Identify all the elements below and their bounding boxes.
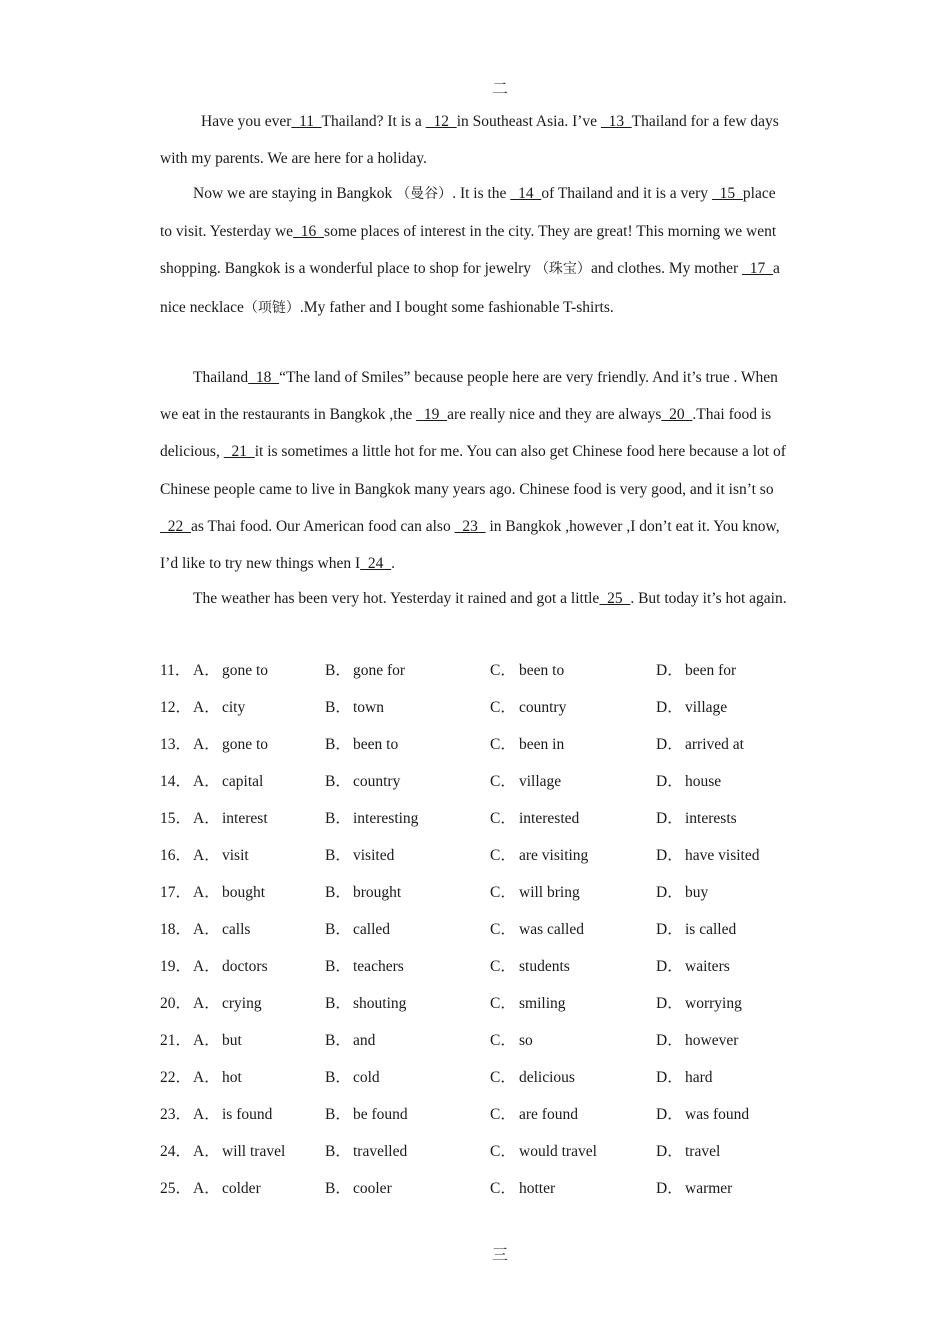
blank-21[interactable]: 21 [223, 443, 255, 461]
option-c[interactable]: been in [519, 736, 565, 753]
option-c[interactable]: delicious [519, 1069, 575, 1086]
option-c[interactable]: so [519, 1032, 533, 1049]
option-c[interactable]: was called [519, 921, 584, 938]
option-b[interactable]: cooler [353, 1180, 392, 1197]
option-b[interactable]: and [353, 1032, 376, 1049]
option-d[interactable]: warmer [685, 1180, 733, 1197]
option-d[interactable]: waiters [685, 958, 730, 975]
passage-paragraph-1: Have you ever 11 Thailand? It is a 12 in Southeast Asia. I’ve 13 Thailand for a few days with my parents. We are here for a holiday. [160, 113, 779, 168]
option-a[interactable]: calls [222, 921, 251, 938]
blank-18[interactable]: 18 [248, 369, 280, 386]
option-d[interactable]: worrying [685, 995, 742, 1012]
option-b[interactable]: been to [353, 736, 399, 753]
option-a[interactable]: crying [222, 995, 262, 1012]
option-d[interactable]: travel [685, 1143, 721, 1160]
blank-20[interactable]: 20 [661, 406, 693, 424]
question-number: 23． [160, 1106, 192, 1123]
question-number: 22． [160, 1069, 192, 1086]
option-c[interactable]: are found [519, 1106, 578, 1123]
blank-24[interactable]: 24 [360, 555, 392, 573]
option-b[interactable]: country [353, 773, 401, 790]
option-d[interactable]: been for [685, 662, 737, 679]
option-b[interactable]: travelled [353, 1143, 408, 1160]
option-c[interactable]: hotter [519, 1180, 556, 1197]
option-a[interactable]: capital [222, 773, 264, 790]
option-c[interactable]: are visiting [519, 847, 589, 864]
option-a[interactable]: city [222, 699, 246, 716]
option-a[interactable]: but [222, 1032, 242, 1049]
option-b[interactable]: shouting [353, 995, 407, 1012]
option-b[interactable]: cold [353, 1069, 380, 1086]
passage-paragraph-4: The weather has been very hot. Yesterday it rained and got a little 25 . But today it’s hot again. [193, 590, 787, 607]
option-c[interactable]: interested [519, 810, 580, 827]
question-number: 14． [160, 773, 192, 790]
passage-paragraph-3: Thailand 18 “The land of Smiles” because people here are very friendly. And it’s true . When we eat in the restaurants in Bangkok ,the 19 are really nice and they are always 20 .Thai food is delicious, 21 it is sometimes a little hot for me. You can also get Chinese food here because a lot of Chinese people came to live in Bangkok many years ago. Chinese food is very good, and it isn’t so 22 as Thai food. Our American food can also 23 in Bangkok ,however ,I don’t eat it. You know, I’d like to try new things when I 24 . [160, 369, 786, 573]
blank-17[interactable]: 17 [742, 260, 774, 278]
question-number: 17． [160, 884, 192, 901]
blank-14[interactable]: 14 [510, 185, 542, 202]
blank-12[interactable]: 12 [425, 113, 457, 130]
option-b[interactable]: interesting [353, 810, 419, 827]
option-a[interactable]: interest [222, 810, 268, 827]
section-number-bottom: 三 [491, 1247, 508, 1264]
blank-19[interactable]: 19 [416, 406, 448, 424]
question-number: 16． [160, 847, 192, 864]
question-number: 11． [160, 662, 191, 679]
option-b[interactable]: town [353, 699, 384, 716]
option-a[interactable]: will travel [222, 1143, 286, 1160]
option-c[interactable]: been to [519, 662, 565, 679]
passage-paragraph-2: Now we are staying in Bangkok （曼谷）. It is the 14 of Thailand and it is a very 15 place to visit. Yesterday we 16 some places of interest in the city. They are great! This morning we went shopping. Bangkok is a wonderful place to shop for jewelry （珠宝）and clothes. My mother 17 a nice necklace（项链）.My father and I bought some fashionable T-shirts. [160, 185, 780, 316]
blank-16[interactable]: 16 [293, 223, 325, 241]
option-d[interactable]: is called [685, 921, 737, 938]
option-a[interactable]: bought [222, 884, 266, 901]
blank-22[interactable]: 22 [160, 517, 191, 535]
option-a[interactable]: visit [222, 847, 249, 864]
question-number: 15． [160, 810, 192, 827]
option-c[interactable]: smiling [519, 995, 566, 1012]
question-number: 18． [160, 921, 192, 938]
question-number: 21． [160, 1032, 192, 1049]
question-number: 13． [160, 736, 192, 753]
question-number: 20． [160, 995, 192, 1012]
option-a[interactable]: hot [222, 1069, 242, 1086]
option-a[interactable]: gone to [222, 736, 269, 753]
section-number-top: 二 [491, 81, 508, 98]
option-d[interactable]: buy [685, 884, 709, 901]
option-c[interactable]: will bring [519, 884, 580, 901]
option-d[interactable]: was found [685, 1106, 750, 1123]
option-b[interactable]: brought [353, 884, 402, 901]
option-c[interactable]: village [519, 773, 562, 790]
blank-23[interactable]: 23 [454, 517, 486, 535]
blank-15[interactable]: 15 [711, 185, 743, 202]
blank-11[interactable]: 11 [291, 113, 322, 130]
option-d[interactable]: house [685, 773, 722, 790]
option-c[interactable]: students [519, 958, 570, 975]
option-b[interactable]: gone for [353, 662, 406, 679]
option-d[interactable]: village [685, 699, 728, 716]
option-c[interactable]: country [519, 699, 567, 716]
option-b[interactable]: visited [353, 847, 395, 864]
option-d[interactable]: have visited [685, 847, 760, 864]
question-number: 24． [160, 1143, 192, 1160]
question-number: 12． [160, 699, 192, 716]
option-b[interactable]: be found [353, 1106, 408, 1123]
option-b[interactable]: called [353, 921, 391, 938]
question-number: 25． [160, 1180, 192, 1197]
question-number: 19． [160, 958, 192, 975]
option-d[interactable]: arrived at [685, 736, 744, 753]
option-c[interactable]: would travel [519, 1143, 597, 1160]
option-a[interactable]: doctors [222, 958, 268, 975]
option-d[interactable]: interests [685, 810, 737, 827]
blank-25[interactable]: 25 [599, 590, 631, 607]
option-a[interactable]: is found [222, 1106, 273, 1123]
option-b[interactable]: teachers [353, 958, 404, 975]
option-a[interactable]: colder [222, 1180, 261, 1197]
option-d[interactable]: however [685, 1032, 739, 1049]
option-d[interactable]: hard [685, 1069, 713, 1086]
option-a[interactable]: gone to [222, 662, 269, 679]
blank-13[interactable]: 13 [600, 113, 632, 130]
